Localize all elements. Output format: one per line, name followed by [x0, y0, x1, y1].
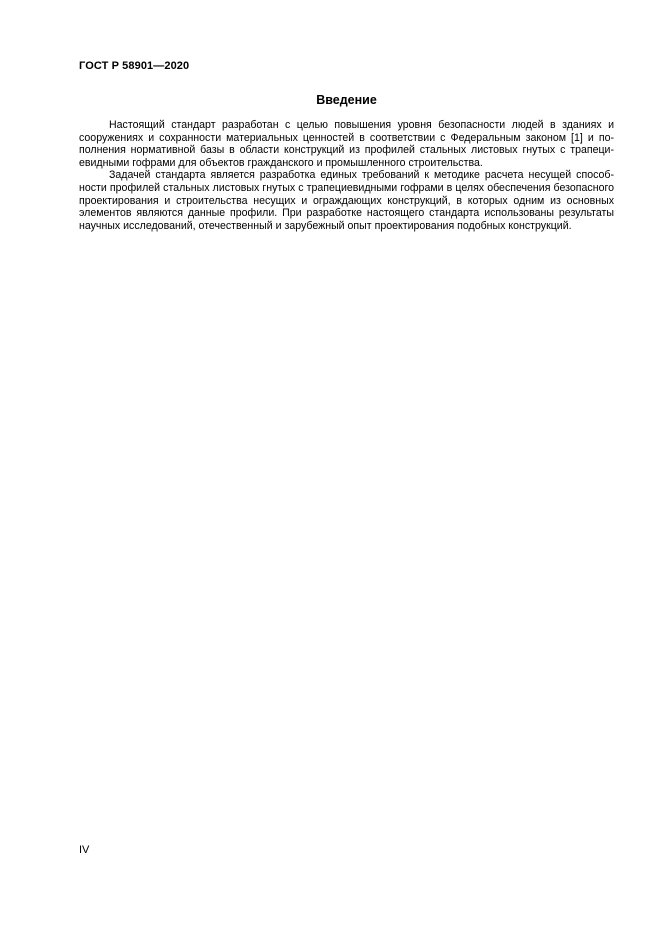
page-number: IV — [79, 844, 90, 856]
paragraph: Задачей стандарта является разработка единых требований к методике расчета несущей способности профилей стальных листовых гнутых с трапециевидными гофрами в целях обеспечения безопасного проектирования и строительства несущих и ограждающих конструкций, в которых одним из основных элементов являются данные профили. При разработке настоящего стандарта использованы результаты научных исследований, отечественный и зарубежный опыт проектирования подобных конструкций. — [79, 169, 614, 232]
section-title: Введение — [316, 93, 377, 107]
document-code: ГОСТ Р 58901—2020 — [79, 60, 190, 72]
body-text — [79, 119, 614, 232]
paragraph: Настоящий стандарт разработан с целью повышения уровня безопасности людей в зданиях и сооружениях и сохранности материальных ценностей в соответствии с Федеральным законом [1] и пополнения нормативной базы в области конструкций из профилей стальных листовых гнутых с трапециевидными гофрами для объектов гражданского и промышленного строительства. — [79, 119, 614, 169]
